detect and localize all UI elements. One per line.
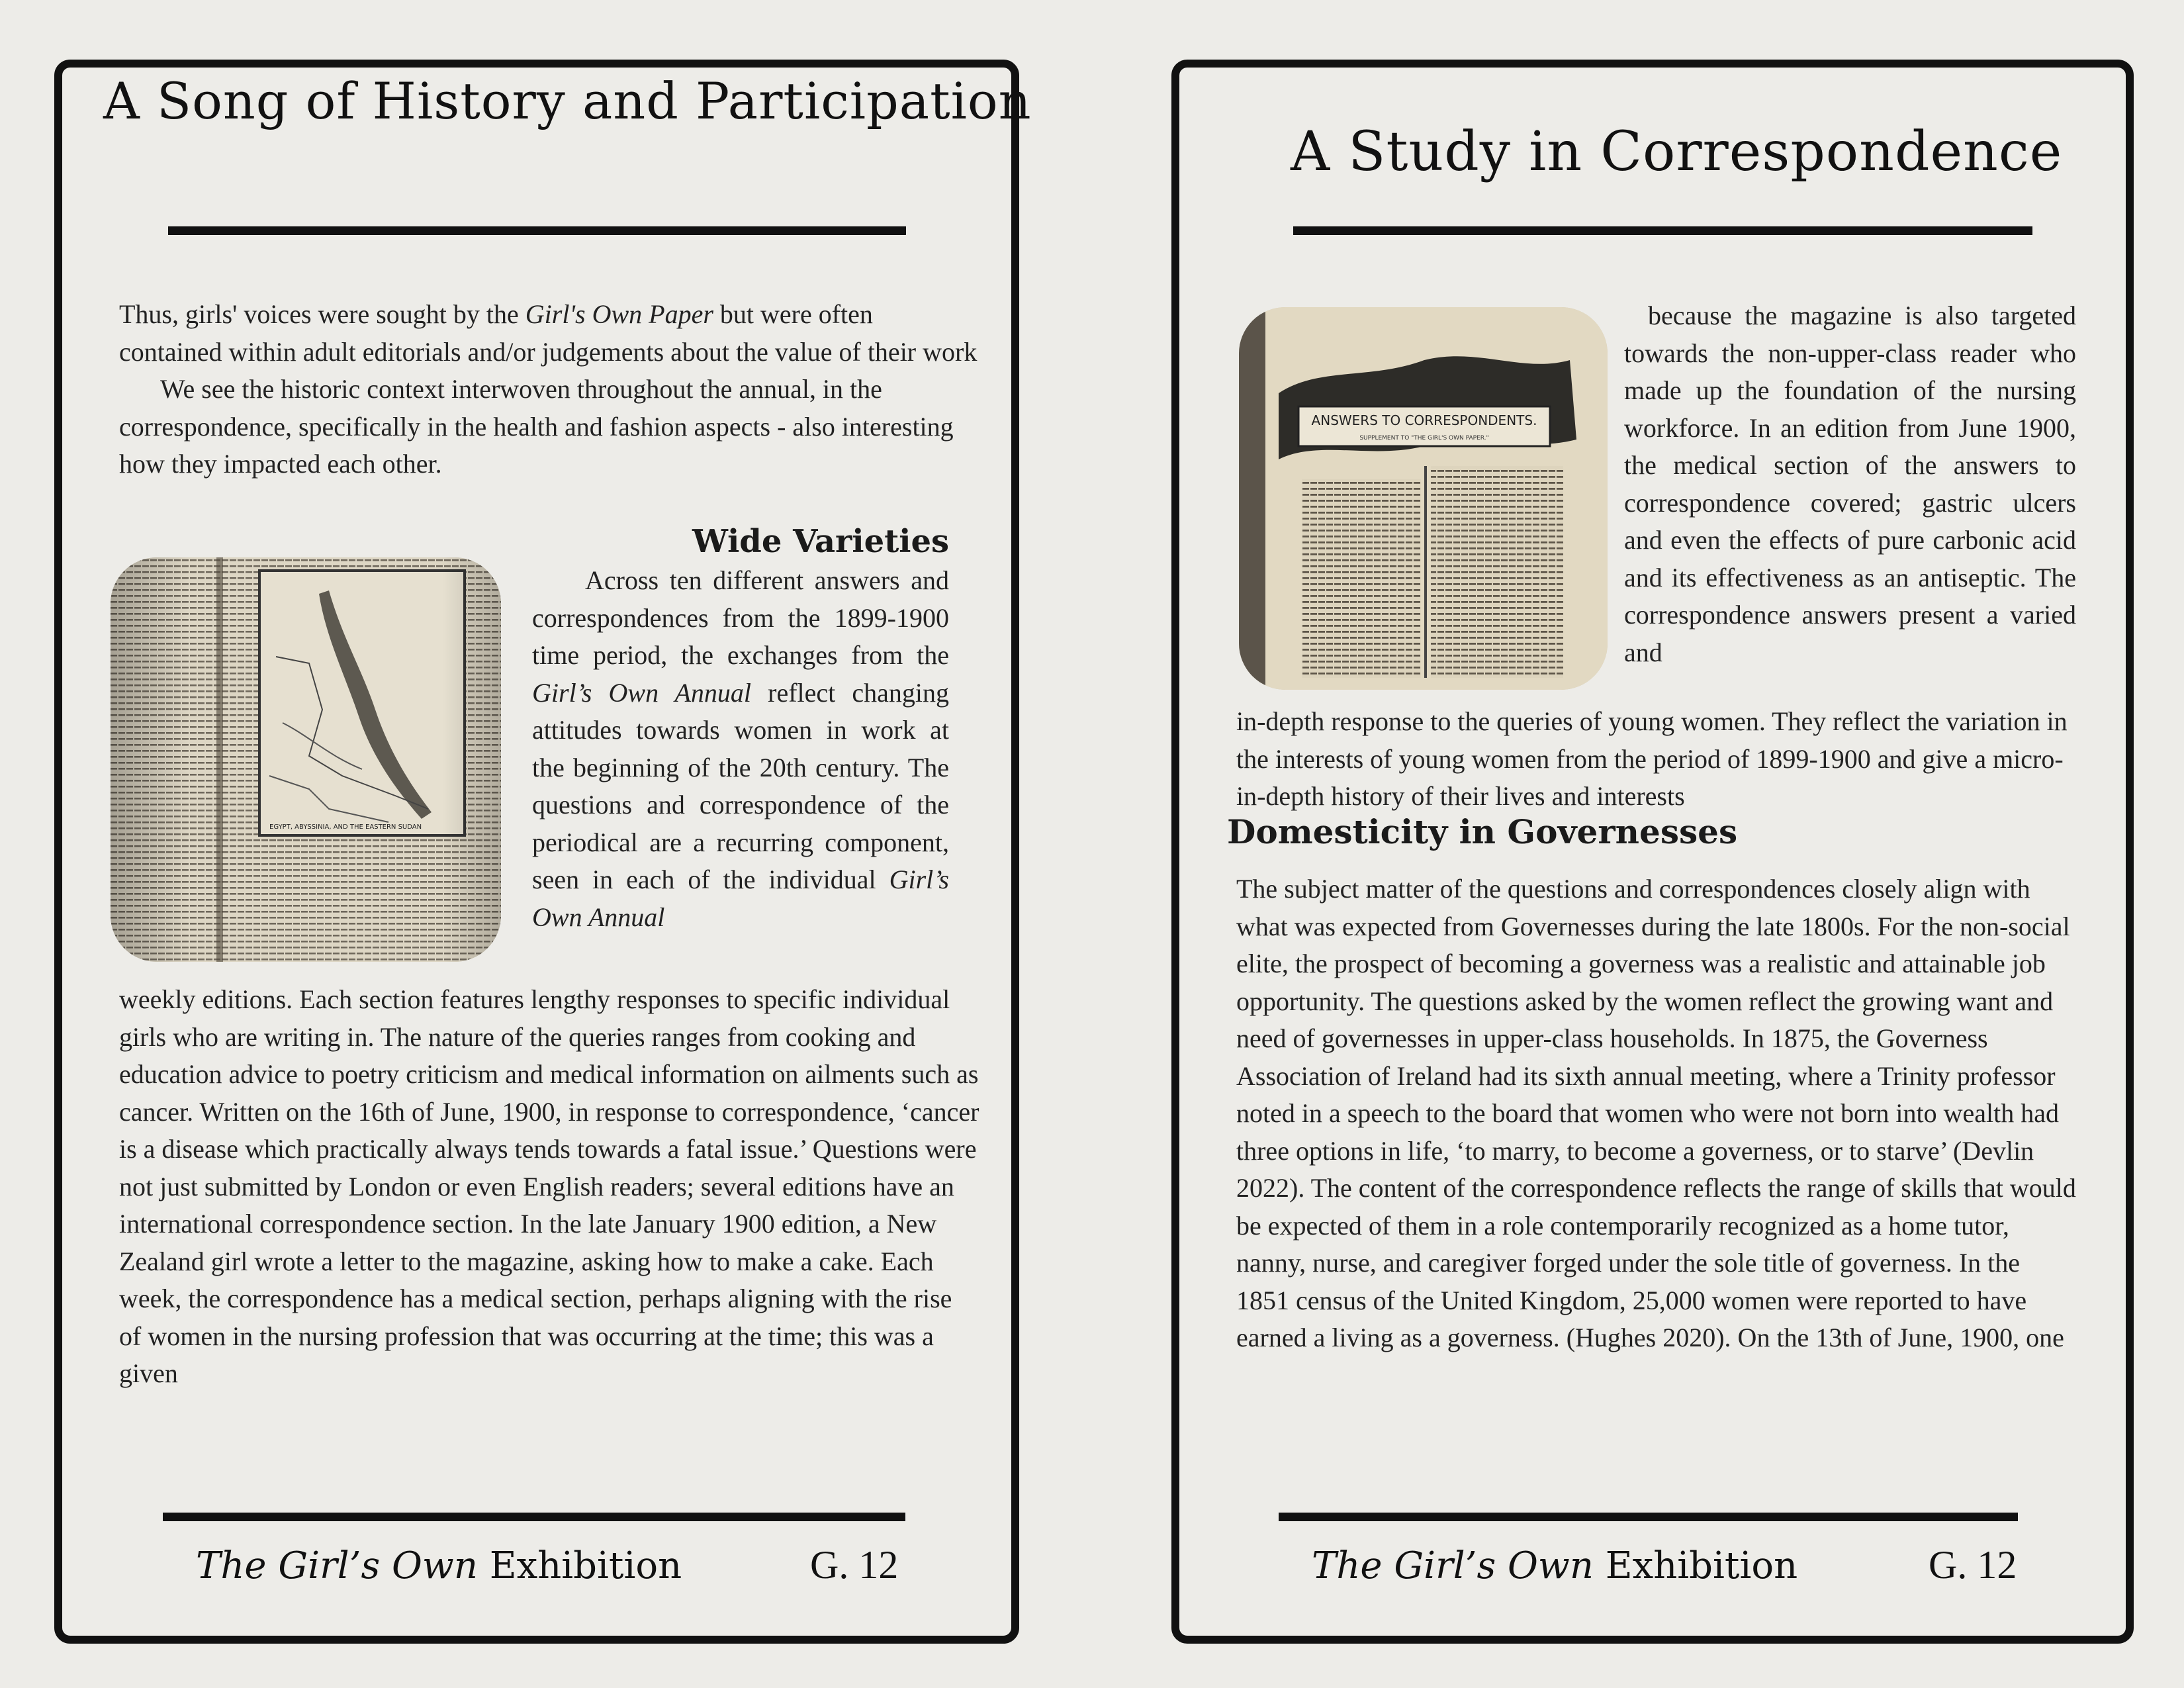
footer-rule: [1279, 1513, 2018, 1521]
page-title: A Study in Correspondence: [1291, 120, 2063, 183]
intro-text: [119, 296, 979, 483]
correspondence-photo: [1239, 307, 1608, 690]
page-number: G. 12: [1929, 1543, 2017, 1587]
page-number: G. 12: [810, 1543, 899, 1587]
intro-text-italic: Girl's Own Paper: [525, 299, 713, 329]
correspondence-text-2: in-depth response to the queries of young women. They reflect the variation in the interests of young women from the period of 1899-1900 and give a micro-in-depth history of their lives and interests: [1236, 706, 2068, 811]
intro-text-start: Thus, girls' voices were sought by the: [119, 299, 525, 329]
photo-banner-sub: SUPPLEMENT TO "THE GIRL'S OWN PAPER.": [1359, 435, 1489, 442]
intro-paragraph-2: We see the historic context interwoven throughout the annual, in the correspondence, specifically in the health and fashion aspects - also interesting how they impacted each other.: [119, 374, 954, 479]
photo-banner: ANSWERS TO CORRESPONDENTS.: [1311, 412, 1537, 428]
governess-text: [1236, 870, 2077, 1357]
right-page-panel: [1171, 60, 2134, 1644]
footer-title-italic: The Girl’s Own: [1312, 1544, 1594, 1587]
wide-varieties-continued: [119, 981, 979, 1393]
annual-title-italic: Girl’s Own Annual: [532, 677, 752, 708]
footer-title-rest: Exhibition: [1593, 1544, 1798, 1587]
governess-text-body: The subject matter of the questions and correspondences closely align with what was expected from Governesses during the late 1800s. For the non-social elite, the prospect of becoming a governess was a realistic and attainable job opportunity. The questions asked by the women reflect the growing want and need of governesses in upper-class households. In 1875, the Governess Association of Ireland had its sixth annual meeting, where a Trinity professor noted in a speech to the board that women who were not born into wealth had three options in life, ‘to marry, to become a governess, or to starve’ (Devlin 2022). The content of the correspondence reflects the range of skills that would be expected of them in a role contemporarily recognized as a home tutor, nanny, nurse, and caregiver forged under the sole title of governess. In the 1851 census of the United Kingdom, 25,000 women were reported to have earned a living as a governess. (Hughes 2020). On the 13th of June, 1900, one: [1236, 874, 2076, 1352]
title-rule: [1293, 226, 2032, 235]
footer-title: [196, 1544, 682, 1587]
correspondence-text-continued: [1236, 703, 2077, 816]
title-rule: [168, 226, 906, 235]
footer-title-rest: Exhibition: [477, 1544, 682, 1587]
footer-rule: [163, 1513, 905, 1521]
map-photo-image: [111, 557, 501, 962]
left-page-panel: [54, 60, 1032, 1644]
annual-title-italic-2: Girl’s Own Annual: [532, 865, 949, 932]
page-title: A Song of History and Participation: [103, 71, 1032, 130]
wide-varieties-text-2: reflect changing attitudes towards women in work at the beginning of the 20th century. The questions and correspondence of the periodical are a recurring component, seen in each of the individual: [532, 677, 949, 894]
map-photo: [111, 557, 501, 962]
correspondence-text-1: because the magazine is also targeted towards the non-upper-class reader who made up the foundation of the nursing workforce. In an edition from June 1900, the medical section of the answers to correspondence covered; gastric ulcers and even the effects of pure carbonic acid and its effectiveness as an antiseptic. The correspondence answers present a varied and: [1624, 301, 2076, 667]
footer-title-italic: The Girl’s Own: [196, 1544, 478, 1587]
footer-title: [1312, 1544, 1797, 1587]
wide-varieties-text-1: Across ten different answers and correspondences from the 1899-1900 time period, the exchanges from the: [532, 565, 949, 670]
wide-varieties-text: [532, 562, 949, 936]
section-heading: Domesticity in Governesses: [1227, 812, 1738, 851]
section-heading: Wide Varieties: [692, 523, 950, 560]
intro-text-end: but were often contained within adult editorials and/or judgements about the value of their work: [119, 299, 978, 367]
correspondence-text-wrap: [1624, 297, 2076, 671]
wide-varieties-continued-text: weekly editions. Each section features lengthy responses to specific individual girls who are writing in. The nature of the queries ranges from cooking and education advice to poetry criticism and medical information on ailments such as cancer. Written on the 16th of June, 1900, in response to correspondence, ‘cancer is a disease which practically always tends towards a fatal issue.’ Questions were not just submitted by London or even English readers; several editions have an international correspondence section. In the late January 1900 edition, a New Zealand girl wrote a letter to the magazine, asking how to make a cake. Each week, the correspondence has a medical section, perhaps aligning with the rise of women in the nursing profession that was occurring at the time; this was a given: [119, 984, 979, 1388]
correspondence-photo-image: [1239, 307, 1608, 690]
